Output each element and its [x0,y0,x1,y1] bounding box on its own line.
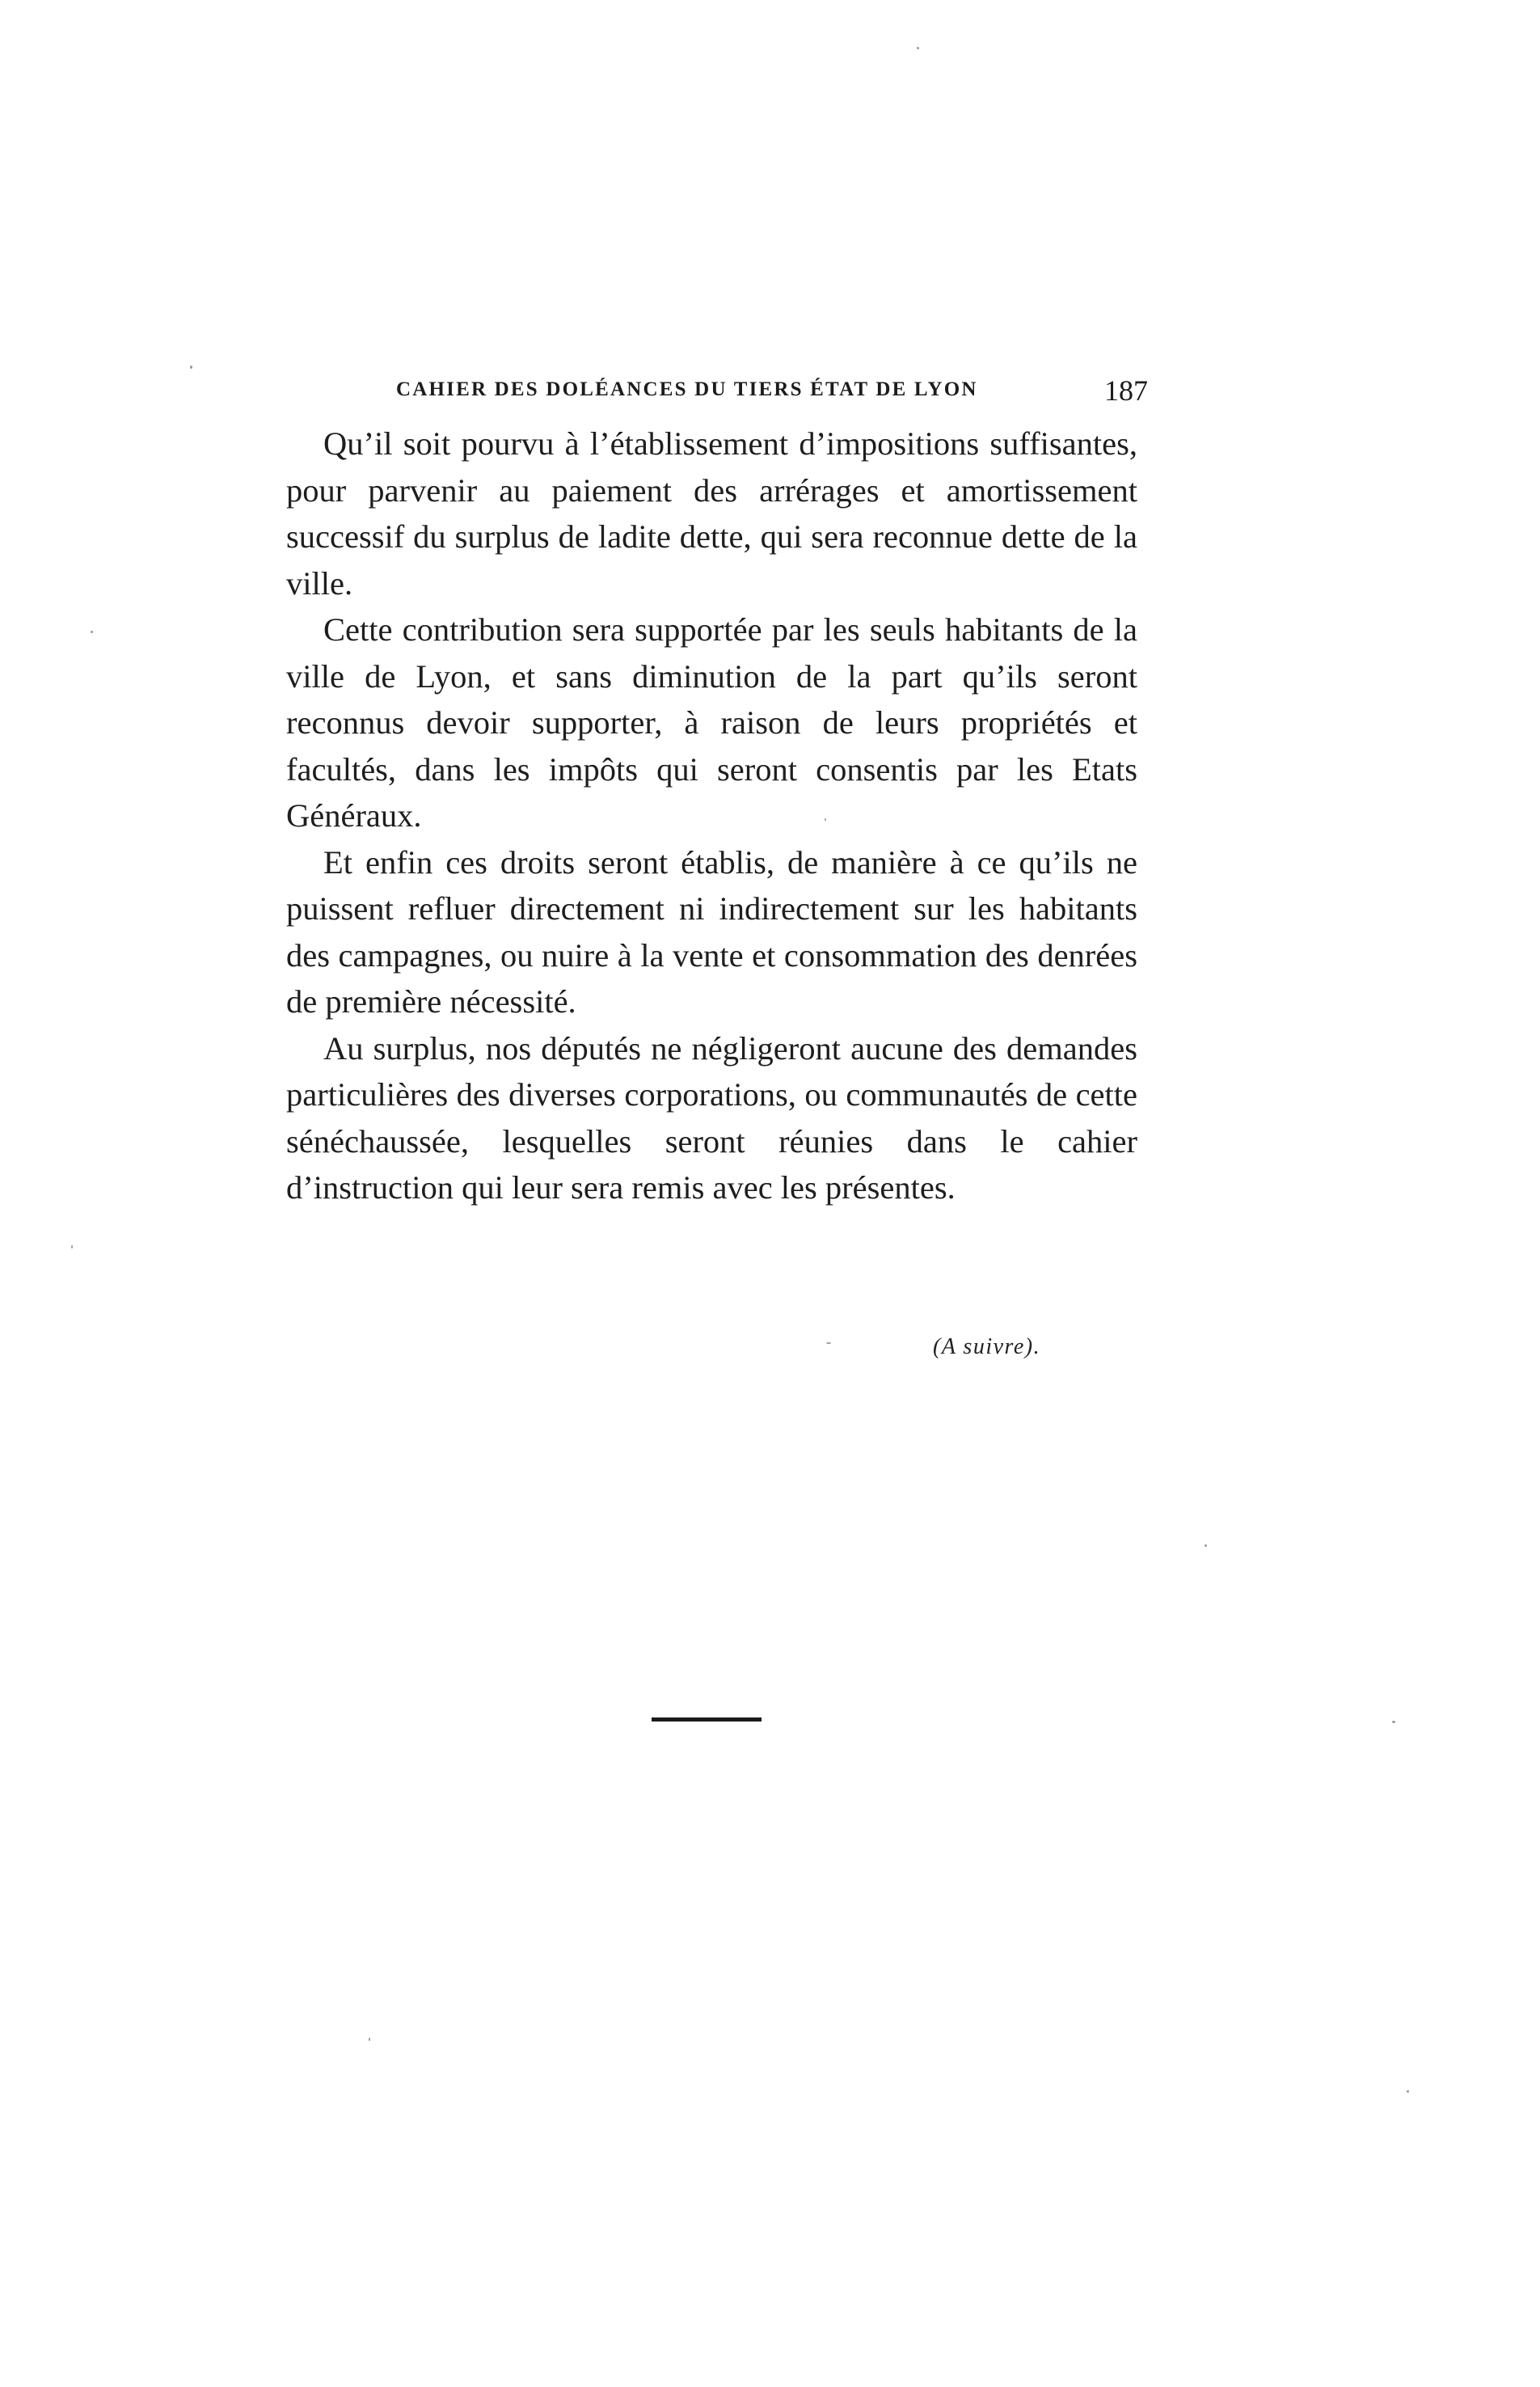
page-number: 187 [1104,374,1148,407]
paper-speck [1392,1721,1395,1723]
paper-speck [1407,2090,1409,2093]
paper-speck [369,2038,370,2041]
paper-speck [826,1342,831,1344]
body-text [286,420,1137,1211]
end-rule [652,1717,762,1722]
paper-speck [825,818,826,821]
paragraph: Au surplus, nos députés ne négligeront aucune des demandes particulières des diverses corporations, ou communautés de cette sénéchaussée, lesquelles seront réunies dans le cahier d’instruction qui leur sera remis avec les présentes. [286,1029,1137,1206]
paper-speck [91,631,93,633]
paragraph: Et enfin ces droits seront établis, de manière à ce qu’ils ne puissent refluer directement ni indirectement sur les habitants des campagnes, ou nuire à la vente et consommation des denrées de première nécessité. [286,843,1137,1020]
paper-speck [71,1245,73,1248]
continuation-note: (A suivre). [933,1334,1041,1359]
paper-speck [917,47,919,49]
running-title: CAHIER DES DOLÉANCES DU TIERS ÉTAT DE LYON [396,378,978,400]
running-head [396,374,1148,406]
paper-speck [190,365,192,369]
paper-speck [1205,1544,1207,1547]
paragraph: Cette contribution sera supportée par les seuls habitants de la ville de Lyon, et sans diminution de la part qu’ils seront reconnus devoir supporter, à raison de leurs propriétés et facultés, dans les impôts qui seront consentis par les Etats Généraux. [286,611,1137,834]
paragraph: Qu’il soit pourvu à l’établissement d’impositions suffisantes, pour parvenir au paiement des arrérages et amortissement successif du surplus de ladite dette, qui sera reconnue dette de la ville. [286,425,1137,602]
